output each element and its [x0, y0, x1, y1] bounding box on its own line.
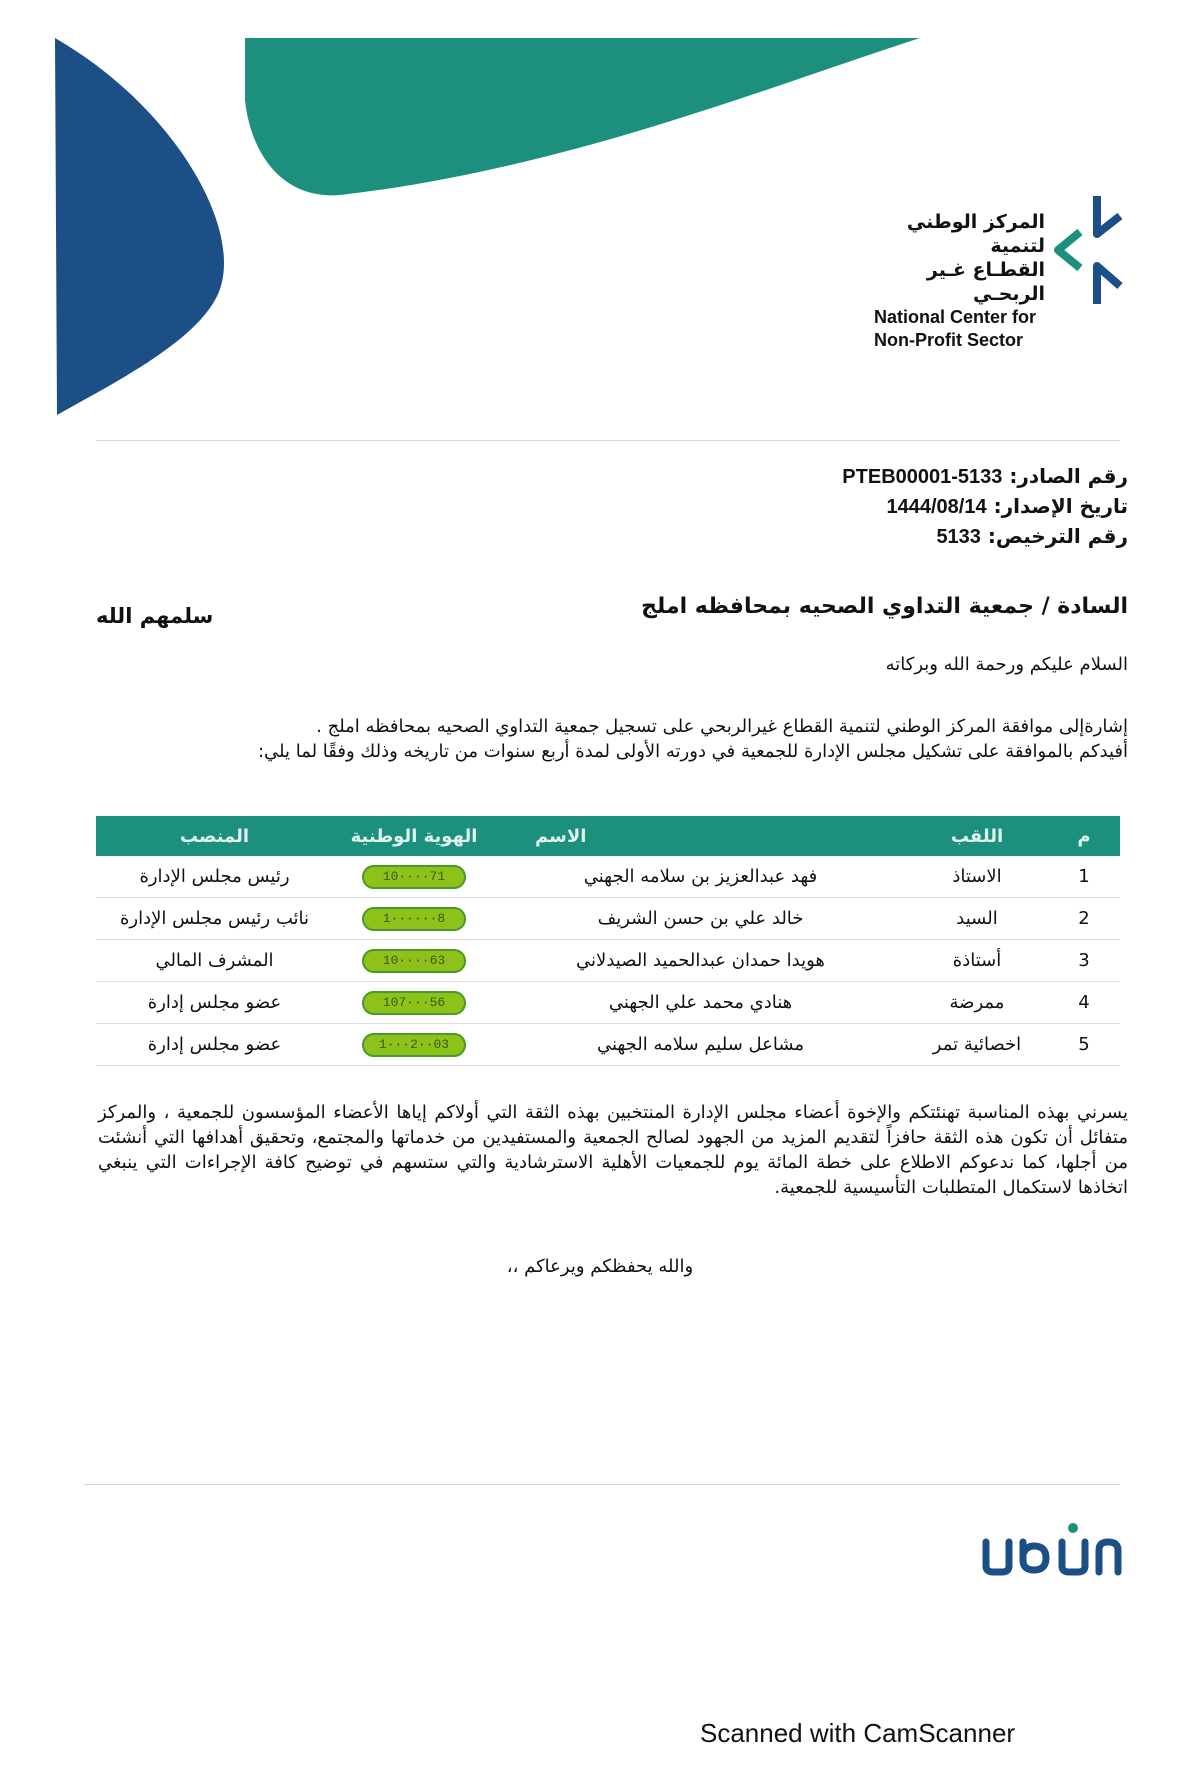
cell-position: المشرف المالي: [96, 940, 333, 982]
noon-logo-icon: [978, 1520, 1128, 1580]
cell-num: 4: [1048, 982, 1120, 1024]
cell-position: نائب رئيس مجلس الإدارة: [96, 898, 333, 940]
cell-num: 2: [1048, 898, 1120, 940]
cell-name: مشاعل سليم سلامه الجهني: [495, 1024, 906, 1066]
cell-title: أستاذة: [906, 940, 1048, 982]
footer-divider: [84, 1484, 1120, 1485]
congratulation-paragraph: يسرني بهذه المناسبة تهنئتكم والإخوة أعضاء مجلس الإدارة المنتخبين بهذه الثقة التي أولاكم إياها الأعضاء المؤسسون للجمعية ، والمركز متفائل أن تكون هذه الثقة حافزاً لتقديم المزيد من الجهود لصالح الجمعية والمستفيدين من خدماتها والمجتمع، وتحقيق أهدافها التي أنشئت من أجلها، كما ندعوكم الاطلاع على خطة المائة يوم للجمعيات الأهلية الاسترشادية والتي ستسهم في توضيح كافة الإجراءات التي ينبغي اتخاذها لاستكمال المتطلبات التأسيسية للجمعية.: [98, 1102, 1128, 1198]
cell-title: الاستاذ: [906, 856, 1048, 898]
cell-title: ممرضة: [906, 982, 1048, 1024]
board-members-table: [96, 816, 1120, 1066]
redacted-id: 10····71: [362, 865, 466, 889]
cell-id: [333, 982, 495, 1024]
cell-num: 5: [1048, 1024, 1120, 1066]
intro-paragraph: [228, 714, 1128, 764]
logo-en-line1: National Center for: [874, 307, 1037, 327]
cell-name: هنادي محمد علي الجهني: [495, 982, 906, 1024]
noon-dot: [1068, 1523, 1078, 1533]
cell-position: رئيس مجلس الإدارة: [96, 856, 333, 898]
redacted-id: 1···2··03: [362, 1033, 466, 1057]
table-header-row: [96, 816, 1120, 856]
ncnp-chevrons-icon: [1050, 190, 1125, 310]
teal-shape: [245, 38, 920, 195]
issue-number-label: رقم الصادر:: [1009, 464, 1128, 488]
license-value: 5133: [936, 526, 981, 548]
header-name: الاسم: [495, 816, 906, 856]
table-row: [96, 982, 1120, 1024]
header-id: الهوية الوطنية: [333, 816, 495, 856]
cell-id: [333, 1024, 495, 1066]
recipient-line: السادة / جمعية التداوي الصحيه بمحافظه املج: [641, 594, 1128, 619]
cell-position: عضو مجلس إدارة: [96, 1024, 333, 1066]
ncnp-logo: [870, 190, 1160, 350]
scanner-watermark: Scanned with CamScanner: [700, 1718, 1016, 1748]
cell-position: عضو مجلس إدارة: [96, 982, 333, 1024]
logo-en-line2: Non-Profit Sector: [874, 330, 1024, 350]
issue-date-label: تاريخ الإصدار:: [993, 494, 1128, 518]
cell-title: اخصائية تمر: [906, 1024, 1048, 1066]
issue-date-row: [842, 492, 1128, 522]
cell-id: [333, 856, 495, 898]
letter-meta: [842, 462, 1128, 552]
license-label: رقم الترخيص:: [987, 524, 1128, 548]
cell-name: هويدا حمدان عبدالحميد الصيدلاني: [495, 940, 906, 982]
cell-title: السيد: [906, 898, 1048, 940]
farewell: والله يحفظكم ويرعاكم ،،: [506, 1256, 694, 1277]
header-divider: [96, 440, 1120, 441]
issue-number-value: PTEB00001-5133: [842, 466, 1003, 488]
logo-text: [870, 210, 1045, 352]
license-row: [842, 522, 1128, 552]
logo-ar-line2: القطـاع غـير الربحـي: [926, 259, 1045, 305]
header-num: م: [1048, 816, 1120, 856]
table-row: [96, 898, 1120, 940]
logo-ar-line1: المركز الوطني لتنمية: [906, 211, 1045, 257]
table-row: [96, 856, 1120, 898]
issue-date-value: 1444/08/14: [886, 496, 987, 518]
greeting: السلام عليكم ورحمة الله وبركاته: [885, 654, 1128, 675]
cell-name: خالد علي بن حسن الشريف: [495, 898, 906, 940]
issue-number-row: [842, 462, 1128, 492]
cell-num: 3: [1048, 940, 1120, 982]
intro-line2: أفيدكم بالموافقة على تشكيل مجلس الإدارة للجمعية في دورته الأولى لمدة أربع سنوات من تاريخه وذلك وفقًا لما يلي:: [257, 741, 1128, 762]
navy-shape: [55, 38, 224, 415]
table-row: [96, 940, 1120, 982]
cell-id: [333, 898, 495, 940]
cell-id: [333, 940, 495, 982]
redacted-id: 107···56: [362, 991, 466, 1015]
intro-line1: إشارةإلى موافقة المركز الوطني لتنمية القطاع غيرالربحي على تسجيل جمعية التداوي الصحيه بمحافظه املج .: [316, 716, 1128, 737]
cell-num: 1: [1048, 856, 1120, 898]
redacted-id: 10····63: [362, 949, 466, 973]
cell-name: فهد عبدالعزيز بن سلامه الجهني: [495, 856, 906, 898]
header-title: اللقب: [906, 816, 1048, 856]
table-row: [96, 1024, 1120, 1066]
redacted-id: 1······8: [362, 907, 466, 931]
recipient-salutation: سلمهم الله: [96, 604, 214, 628]
header-position: المنصب: [96, 816, 333, 856]
